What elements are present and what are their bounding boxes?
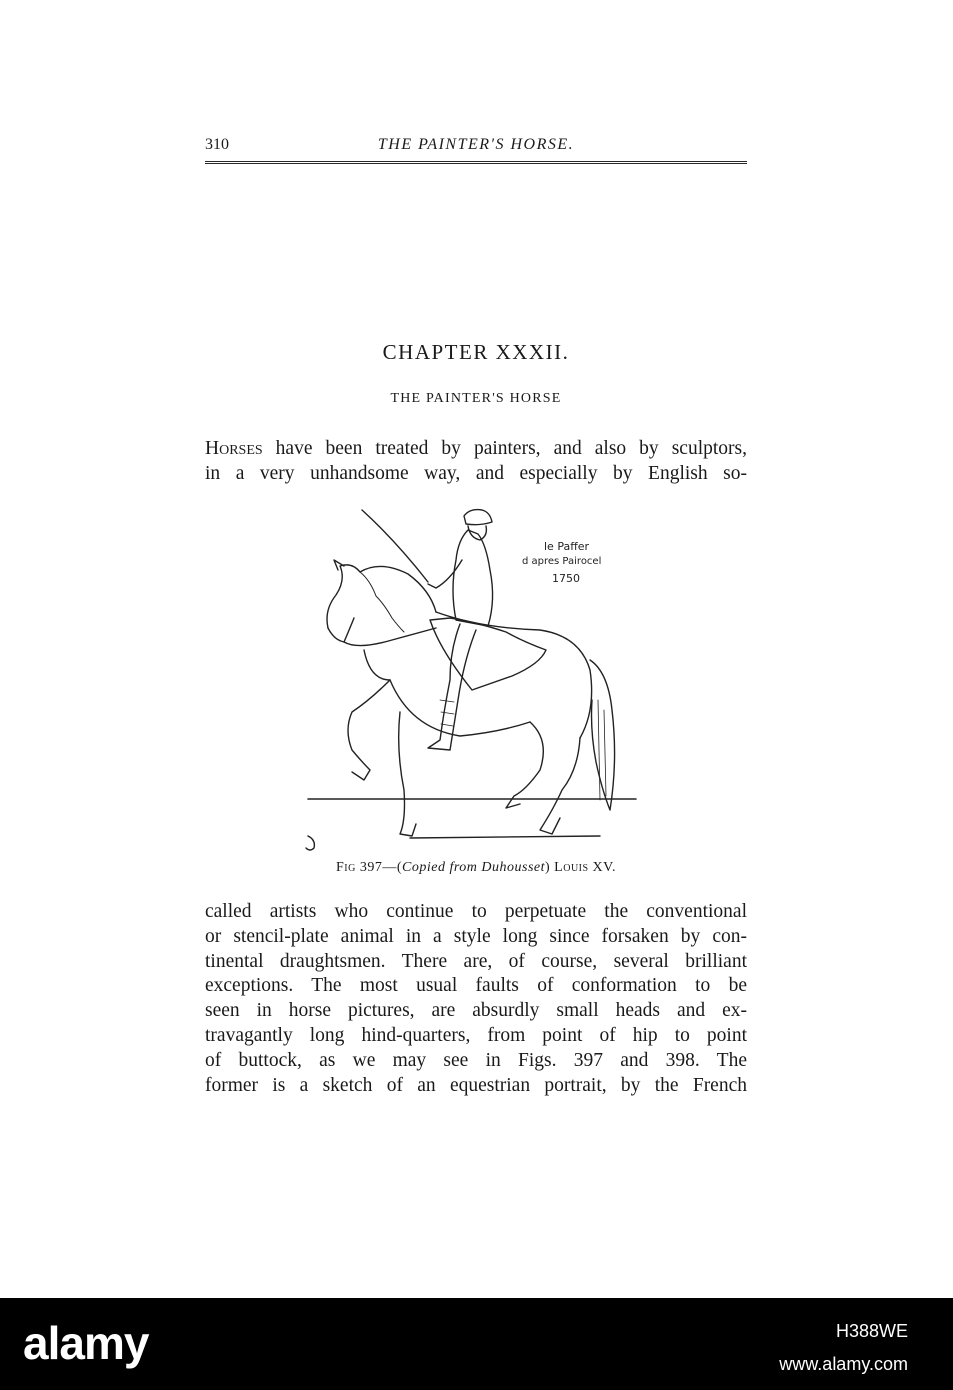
horse-raised-foreleg (348, 680, 390, 780)
paragraph-line: travagantly long hind-quarters, from point of hip to point (205, 1024, 747, 1046)
caption-fig-label: Fig (336, 860, 356, 875)
paragraph-line: tinental draughtsmen. There are, of course, several brilliant (205, 950, 747, 972)
shadow-line (410, 836, 600, 838)
whip (362, 510, 428, 582)
horse-ear (334, 560, 344, 570)
header-rule (205, 161, 747, 164)
horse-drawing (300, 500, 645, 852)
brand-logo: alamy (23, 1317, 149, 1369)
horse-standing-foreleg (399, 712, 416, 836)
opening-paragraph (205, 436, 747, 486)
figure-annotation-artist: d apres Pairocel (522, 556, 602, 567)
figure-annotation-name: le Paffer (544, 540, 590, 553)
corner-mark (306, 836, 314, 850)
horse-muzzle (328, 618, 354, 642)
image-id: H388WE (835, 1321, 908, 1341)
horse-tail (590, 660, 615, 810)
paragraph-line: seen in horse pictures, are absurdly small heads and ex- (205, 1000, 747, 1022)
horse-reins (344, 628, 436, 646)
caption-source: Copied from Duhousset (402, 860, 545, 875)
chapter-subtitle: THE PAINTER'S HORSE (390, 391, 562, 406)
figure-caption (205, 860, 747, 876)
paragraph-line: in a very unhandsome way, and especially by English so- (205, 463, 747, 484)
rider-coat (453, 530, 493, 626)
horse-illustration (300, 500, 645, 852)
rider-arm (428, 560, 462, 588)
watermark-bar (0, 1298, 953, 1390)
paragraph-line: former is a sketch of an equestrian portrait, by the French (205, 1074, 747, 1096)
dropcap-word: Horses (205, 438, 263, 459)
caption-subject: Louis XV. (554, 860, 616, 875)
caption-number: 397—( (355, 860, 403, 875)
paragraph-line: exceptions. The most usual faults of conformation to be (205, 975, 747, 997)
paragraph-line: of buttock, as we may see in Figs. 397 and 398. The (205, 1049, 747, 1071)
horse-hind-leg-back (540, 738, 580, 834)
horse-neck (327, 565, 436, 628)
body-paragraph (205, 900, 747, 1098)
figure-annotation-year: 1750 (552, 572, 580, 585)
paragraph-line (205, 436, 747, 461)
paragraph-line-text: have been treated by painters, and also by sculptors, (262, 438, 747, 459)
page-number: 310 (205, 136, 229, 153)
site-url: www.alamy.com (779, 1354, 908, 1374)
running-head (205, 136, 747, 160)
caption-close: ) (545, 860, 555, 875)
paragraph-line: or stencil-plate animal in a style long since forsaken by con- (205, 925, 747, 947)
horse-chest (364, 650, 390, 680)
paragraph-line: called artists who continue to perpetuate the conventional (205, 901, 747, 922)
chapter-title: CHAPTER XXXII. (382, 340, 570, 364)
horse-mane (360, 572, 404, 632)
running-title: THE PAINTER'S HORSE. (377, 136, 575, 153)
horse-hind-leg-front (506, 722, 543, 808)
rider-hat (464, 510, 492, 525)
